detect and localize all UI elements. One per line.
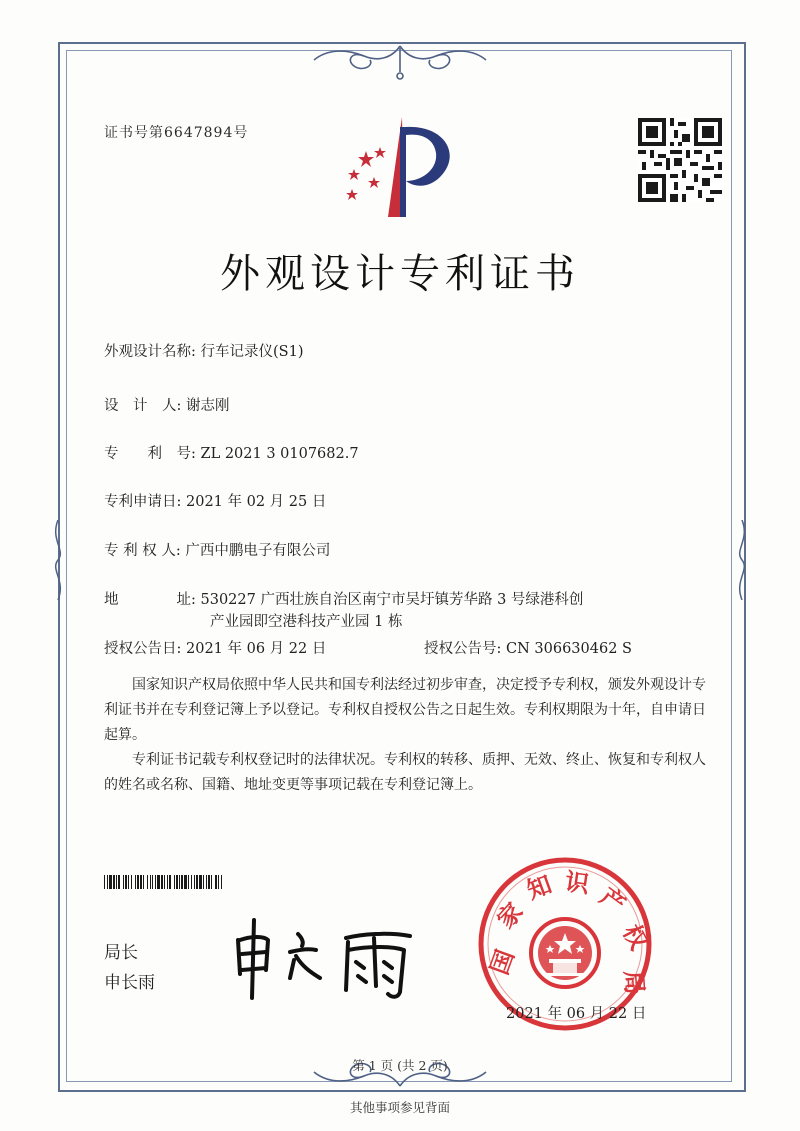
grant-statement: 国家知识产权局依照中华人民共和国专利法经过初步审查，决定授予专利权，颁发外观设计专利证书并在专利登记簿上予以登记。专利权自授权公告之日起生效。专利权期限为十年，自申请日起算。 bbox=[104, 677, 706, 743]
field-patentee bbox=[104, 539, 330, 560]
qr-code bbox=[638, 118, 722, 202]
director-title: 局长 bbox=[104, 943, 138, 963]
field-label: 设 计 人: bbox=[104, 398, 182, 414]
footer-note: 其他事项参见背面 bbox=[349, 1100, 450, 1115]
certificate-title: 外观设计专利证书 bbox=[220, 251, 580, 297]
field-label: 专 利 权 人: bbox=[104, 543, 181, 559]
svg-text:局: 局 bbox=[619, 969, 649, 996]
field-address bbox=[104, 588, 583, 609]
field-label: 专 利 号: bbox=[104, 446, 196, 462]
field-label: 授权公告日: bbox=[104, 641, 182, 657]
field-value: 2021 年 02 月 25 日 bbox=[186, 494, 327, 510]
director-name: 申长雨 bbox=[104, 973, 155, 993]
patent-office-emblem bbox=[340, 115, 465, 223]
field-address-line2 bbox=[210, 610, 402, 631]
field-label: 授权公告号: bbox=[424, 641, 502, 657]
svg-text:家: 家 bbox=[491, 897, 529, 934]
field-grant-date bbox=[104, 637, 326, 658]
seal-date: 2021 年 06 月 22 日 bbox=[506, 1006, 647, 1022]
svg-text:权: 权 bbox=[617, 920, 654, 955]
field-filing-date bbox=[104, 490, 326, 511]
legal-status-statement: 专利证书记载专利权登记时的法律状况。专利权的转移、质押、无效、终止、恢复和专利权人的姓名或名称、国籍、地址变更等事项记载在专利登记簿上。 bbox=[104, 752, 706, 793]
top-ornament bbox=[300, 42, 500, 84]
field-designer bbox=[104, 394, 230, 415]
barcode bbox=[104, 875, 364, 889]
field-value: ZL 2021 3 0107682.7 bbox=[200, 446, 359, 462]
field-value: 广西中鹏电子有限公司 bbox=[185, 543, 331, 559]
svg-text:产: 产 bbox=[594, 882, 631, 919]
field-label: 地 址: bbox=[104, 592, 196, 608]
field-design-name bbox=[104, 340, 303, 361]
field-value: 530227 广西壮族自治区南宁市吴圩镇芳华路 3 号绿港科创 bbox=[200, 592, 584, 608]
handwritten-signature bbox=[228, 912, 428, 1002]
svg-text:国: 国 bbox=[485, 946, 520, 979]
field-value: 产业园即空港科技产业园 1 栋 bbox=[210, 614, 403, 630]
certificate-number: 证书号第6647894号 bbox=[104, 125, 249, 141]
left-ornament bbox=[50, 520, 66, 600]
field-value: CN 306630462 S bbox=[506, 641, 632, 657]
field-value: 行车记录仪(S1) bbox=[200, 344, 304, 360]
field-label: 外观设计名称: bbox=[104, 344, 196, 360]
field-patent-number bbox=[104, 442, 359, 463]
right-ornament bbox=[734, 520, 750, 600]
svg-text:知: 知 bbox=[523, 870, 556, 905]
field-value: 谢志刚 bbox=[186, 398, 230, 414]
svg-text:识: 识 bbox=[563, 867, 591, 899]
page-number: 第 1 页 (共 2 页) bbox=[352, 1058, 448, 1073]
field-value: 2021 年 06 月 22 日 bbox=[186, 641, 327, 657]
field-grant-number bbox=[424, 637, 632, 658]
field-label: 专利申请日: bbox=[104, 494, 182, 510]
